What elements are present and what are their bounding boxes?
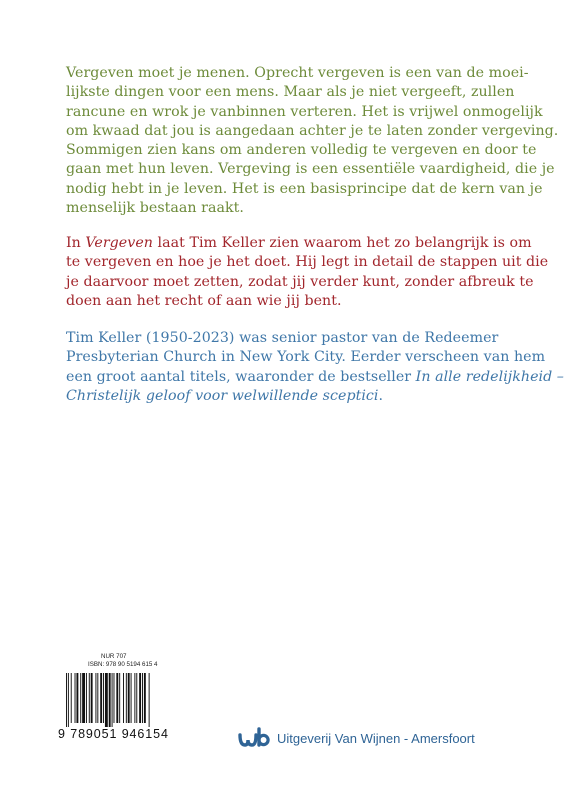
nur-code: NUR 707	[101, 653, 127, 660]
barcode-bar	[97, 673, 98, 723]
isbn-label: ISBN: 978 90 5194 615 4	[88, 661, 158, 668]
text-line: gaan met hun leven. Vergeving is een essentiële vaardigheid, die je	[66, 161, 555, 178]
barcode-bar	[91, 673, 93, 723]
text-line	[66, 368, 564, 387]
barcode-bar	[149, 673, 150, 727]
text-line: Sommigen zien kans om anderen volledig te vergeven en door te	[66, 142, 537, 159]
barcode-bar	[139, 673, 141, 723]
text-line: nodig hebt in je leven. Het is een basisprincipe dat de kern van je	[66, 180, 543, 197]
barcode-bar	[128, 673, 130, 723]
barcode-bar	[116, 673, 118, 723]
barcode-bar	[136, 673, 137, 723]
text-line: te vergeven en hoe je het doet. Hij legt in detail de stappen uit die	[66, 254, 549, 271]
barcode-bar	[100, 673, 102, 723]
text-line: Vergeven moet je menen. Oprecht vergeven is een van de moei-	[66, 65, 529, 81]
barcode-bar	[82, 673, 85, 723]
book-subtitle: Christelijk geloof voor welwillende sceptici	[66, 387, 379, 404]
text-line: om kwaad dat jou is aangedaan achter je te laten zonder vergeving.	[66, 122, 559, 139]
barcode-bar	[112, 673, 113, 727]
intro-paragraph	[66, 64, 559, 218]
barcode-bar	[103, 673, 104, 723]
book-description-paragraph	[66, 234, 549, 311]
publisher-logo-icon	[238, 727, 270, 749]
text-line: doen aan het recht of aan wie jij bent.	[66, 292, 342, 309]
barcode-bar	[95, 673, 96, 723]
text-line	[66, 234, 532, 253]
barcode-bar	[131, 673, 132, 723]
text-line: lijkste dingen voor een mens. Maar als je niet vergeeft, zullen	[66, 84, 515, 101]
text-segment: .	[378, 387, 384, 404]
text-segment: een groot aantal titels, waaronder de bestseller	[66, 368, 416, 385]
publisher-name: Uitgeverij Van Wijnen - Amersfoort	[277, 731, 475, 746]
barcode-bar	[76, 673, 78, 723]
barcode	[64, 673, 174, 727]
barcode-bar	[75, 673, 76, 723]
book-title: Vergeven	[85, 235, 153, 251]
barcode-bar	[142, 673, 143, 723]
barcode-bar	[126, 673, 127, 723]
text-line: rancune en wrok je vanbinnen verteren. Het is vrijwel onmogelijk	[66, 103, 543, 120]
author-bio-paragraph	[66, 329, 564, 406]
text-segment: laat Tim Keller zien waarom het zo belangrijk is om	[152, 235, 532, 251]
barcode-bar	[119, 673, 120, 723]
text-segment: In	[66, 235, 86, 251]
text-line	[66, 387, 486, 406]
barcode-bar	[114, 673, 115, 723]
text-line: je daarvoor moet zetten, zodat jij verder kunt, zonder afbreuk te	[66, 273, 534, 290]
barcode-digits: 9 789051 946154	[58, 727, 169, 741]
barcode-bar	[123, 673, 124, 723]
barcode-bar	[86, 673, 87, 723]
barcode-bar	[68, 673, 69, 727]
text-line: Tim Keller (1950-2023) was senior pastor van de Redeemer	[66, 330, 499, 346]
barcode-bar	[134, 673, 135, 723]
barcode-bar	[80, 673, 81, 723]
barcode-bar	[144, 673, 146, 723]
text-line: Presbyterian Church in New York City. Eerder verscheen van hem	[66, 349, 546, 366]
barcode-bar	[89, 673, 90, 723]
book-title: In alle redelijkheid –	[415, 368, 564, 385]
text-line: menselijk bestaan raakt.	[66, 200, 244, 217]
barcode-bar	[71, 673, 72, 723]
barcode-bar	[109, 673, 111, 727]
barcode-bar	[66, 673, 67, 727]
barcode-bar	[105, 673, 108, 727]
